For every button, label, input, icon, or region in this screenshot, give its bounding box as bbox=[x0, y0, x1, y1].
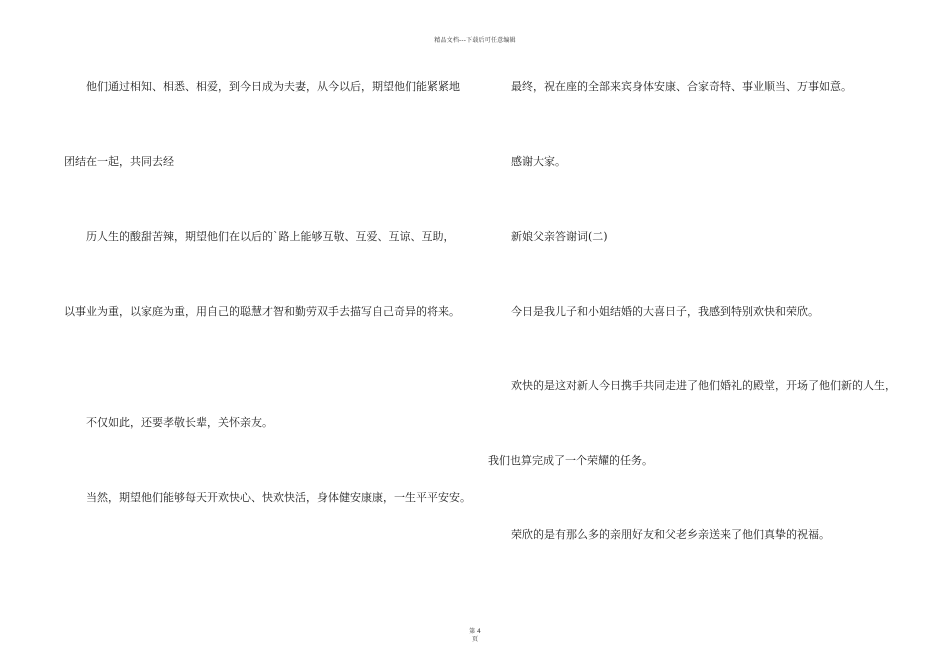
right-line-6: 我们也算完成了一个荣耀的任务。 bbox=[488, 454, 653, 467]
right-line-2: 感谢大家。 bbox=[511, 155, 566, 168]
page-number-label: 第 4 bbox=[469, 628, 481, 635]
right-line-4: 今日是我儿子和小姐结婚的大喜日子，我感到特别欢快和荣欣。 bbox=[511, 305, 819, 318]
right-line-7: 荣欣的是有那么多的亲朋好友和父老乡亲送来了他们真挚的祝福。 bbox=[511, 528, 830, 541]
right-line-5: 欢快的是这对新人今日携手共同走进了他们婚礼的殿堂，开场了他们新的人生， bbox=[511, 379, 896, 392]
page-number-suffix: 页 bbox=[471, 636, 478, 643]
page-number bbox=[462, 628, 488, 644]
right-line-1: 最终，祝在座的全部来宾身体安康、合家奇特、事业顺当、万事如意。 bbox=[511, 80, 852, 93]
left-line-2: 团结在一起，共同去经 bbox=[64, 155, 174, 168]
left-line-5: 不仅如此，还要孝敬长辈，关怀亲友。 bbox=[86, 416, 273, 429]
page-header: 精品文档---下载后可任意编辑 bbox=[434, 37, 516, 44]
left-line-4: 以事业为重，以家庭为重，用自己的聪慧才智和勤劳双手去描写自己奇异的将来。 bbox=[64, 305, 460, 318]
left-line-1: 他们通过相知、相悉、相爱，到今日成为夫妻，从今以后，期望他们能紧紧地 bbox=[86, 80, 460, 93]
right-line-3-heading: 新娘父亲答谢词(二) bbox=[511, 230, 608, 243]
left-line-6: 当然，期望他们能够每天开欢快心、快欢快活，身体健安康康，一生平平安安。 bbox=[86, 491, 471, 504]
left-line-3: 历人生的酸甜苦辣，期望他们在以后的`路上能够互敬、互爱、互谅、互助， bbox=[86, 230, 455, 243]
